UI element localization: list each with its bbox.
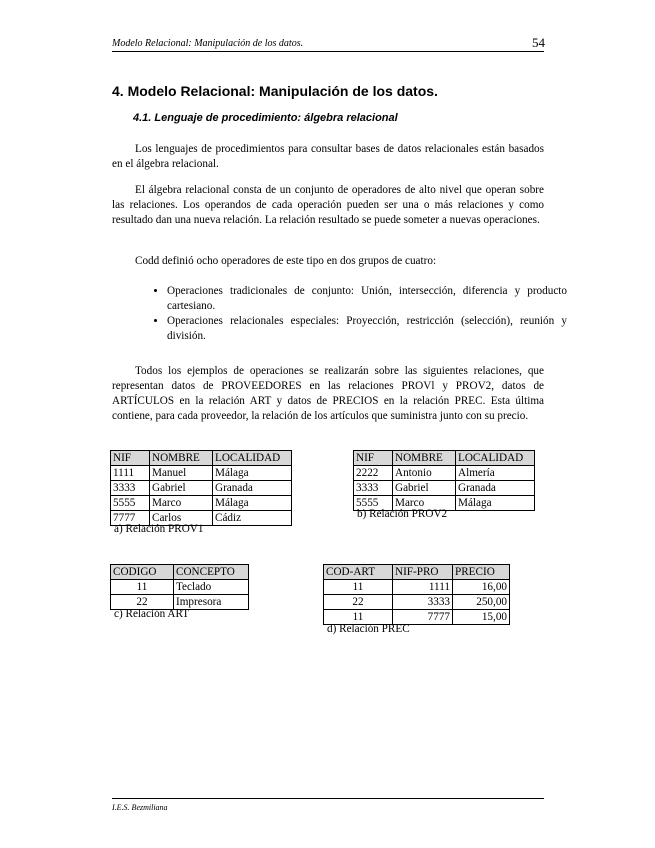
table-cell: 11 xyxy=(324,580,393,595)
table-cell: 22 xyxy=(111,595,174,610)
column-header: NOMBRE xyxy=(150,451,213,466)
table-cell: 3333 xyxy=(111,481,150,496)
caption-art: c) Relación ART xyxy=(114,608,190,620)
table-cell: 3333 xyxy=(354,481,393,496)
table-cell: 16,00 xyxy=(453,580,510,595)
table-cell: 22 xyxy=(324,595,393,610)
table-row xyxy=(111,481,292,496)
paragraph-2: El álgebra relacional consta de un conjunto de operadores de alto nivel que operan sobre las relaciones. Los operandos de cada operación pueden ser una o más relaciones y como resultado dan una nueva relación. La relación resultado se puede someter a nuevas operaciones. xyxy=(112,184,544,226)
table-cell: Carlos xyxy=(150,511,213,526)
list-item: • Operaciones relacionales especiales: Proyección, restricción (selección), reunión y división. xyxy=(167,314,567,344)
column-header: COD-ART xyxy=(324,565,393,580)
table-row xyxy=(354,466,535,481)
table-cell: Málaga xyxy=(213,466,292,481)
column-header: CONCEPTO xyxy=(174,565,249,580)
table-cell: Málaga xyxy=(213,496,292,511)
table-cell: 3333 xyxy=(393,595,453,610)
table-cell: Marco xyxy=(150,496,213,511)
footer-rule xyxy=(112,798,544,799)
table-prov2 xyxy=(353,450,535,511)
column-header: LOCALIDAD xyxy=(213,451,292,466)
caption-prov2: b) Relación PROV2 xyxy=(357,508,448,520)
table-row xyxy=(111,466,292,481)
table-row xyxy=(111,496,292,511)
table-cell: Teclado xyxy=(174,580,249,595)
section-heading: 4. Modelo Relacional: Manipulación de los datos. xyxy=(112,83,438,99)
table-cell: Impresora xyxy=(174,595,249,610)
table-cell: 1111 xyxy=(393,580,453,595)
table-row xyxy=(111,580,249,595)
column-header: NOMBRE xyxy=(393,451,456,466)
table-cell: 250,00 xyxy=(453,595,510,610)
paragraph-3: Codd definió ocho operadores de este tipo en dos grupos de cuatro: xyxy=(135,255,437,267)
table-cell: 5555 xyxy=(354,496,393,511)
table-cell: Gabriel xyxy=(150,481,213,496)
table-row xyxy=(324,595,510,610)
table-cell: 11 xyxy=(111,580,174,595)
caption-prec: d) Relación PREC xyxy=(327,623,410,635)
table-cell: 1111 xyxy=(111,466,150,481)
table-row xyxy=(324,580,510,595)
table-cell: 15,00 xyxy=(453,610,510,625)
column-header: PRECIO xyxy=(453,565,510,580)
table-art xyxy=(110,564,249,610)
table-cell: Antonio xyxy=(393,466,456,481)
paragraph-1: Los lenguajes de procedimientos para consultar bases de datos relacionales están basados en el álgebra relacional. xyxy=(112,143,544,170)
table-cell: Gabriel xyxy=(393,481,456,496)
table-cell: 5555 xyxy=(111,496,150,511)
table-prov1 xyxy=(110,450,292,526)
header-rule xyxy=(112,51,544,52)
table-cell: Manuel xyxy=(150,466,213,481)
list-item: • Operaciones tradicionales de conjunto: Unión, intersección, diferencia y producto cartesiano. xyxy=(167,284,567,314)
paragraph-4: Todos los ejemplos de operaciones se realizarán sobre las siguientes relaciones, que representan datos de PROVEEDORES en las relaciones PROVl y PROV2, datos de ARTÍCULOS en la relación ART y datos de PRECIOS en la relación PREC. Esta última contiene, para cada proveedor, la relación de los artículos que suministra junto con su precio. xyxy=(112,365,544,422)
column-header: CODIGO xyxy=(111,565,174,580)
column-header: NIF-PRO xyxy=(393,565,453,580)
table-cell: 7777 xyxy=(111,511,150,526)
caption-prov1: a) Relación PROV1 xyxy=(114,523,204,535)
page-number: 54 xyxy=(532,35,545,50)
table-prec xyxy=(323,564,510,625)
column-header: NIF xyxy=(354,451,393,466)
table-cell: Granada xyxy=(213,481,292,496)
table-cell: Granada xyxy=(456,481,535,496)
operator-list xyxy=(144,284,567,344)
table-cell: Cádiz xyxy=(213,511,292,526)
table-cell: 11 xyxy=(324,610,393,625)
table-cell: Marco xyxy=(393,496,456,511)
subsection-heading: 4.1. Lenguaje de procedimiento: álgebra relacional xyxy=(133,112,398,124)
table-row xyxy=(354,481,535,496)
column-header: NIF xyxy=(111,451,150,466)
table-cell: 2222 xyxy=(354,466,393,481)
table-cell: Almería xyxy=(456,466,535,481)
table-cell: Málaga xyxy=(456,496,535,511)
column-header: LOCALIDAD xyxy=(456,451,535,466)
header-title: Modelo Relacional: Manipulación de los datos. xyxy=(112,38,304,49)
footer-text: I.E.S. Bezmiliana xyxy=(112,803,168,812)
table-cell: 7777 xyxy=(393,610,453,625)
